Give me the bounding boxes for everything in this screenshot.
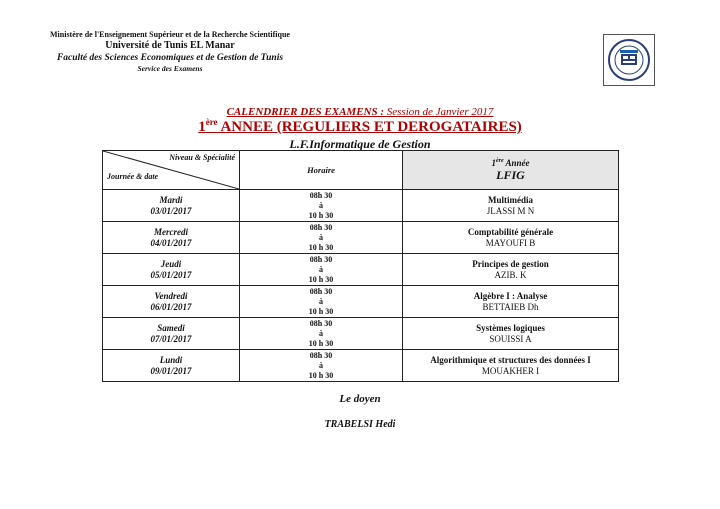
time-sep: à <box>319 264 323 274</box>
year-number: 1 <box>198 119 206 135</box>
dean-name: TRABELSI Hedi <box>324 419 396 430</box>
teacher-name: JLASSI M N <box>486 205 535 216</box>
table-row <box>103 222 619 254</box>
journee-label: Journée & date <box>107 172 159 181</box>
teacher-name: SOUISSI A <box>489 333 532 344</box>
institution-header <box>0 30 340 74</box>
table-row <box>103 254 619 286</box>
annee-label <box>403 158 618 168</box>
exam-date: 04/01/2017 <box>150 237 192 248</box>
fsegt-seal-logo <box>603 34 655 86</box>
time-sep: à <box>319 296 323 306</box>
exam-schedule-table <box>102 150 619 382</box>
exam-date: 05/01/2017 <box>150 269 192 280</box>
time-sep: à <box>319 360 323 370</box>
year-rest: ANNEE (REGULIERS ET DEROGATAIRES) <box>217 119 522 135</box>
time-end: 10 h 30 <box>308 370 334 380</box>
time-end: 10 h 30 <box>308 338 334 348</box>
ministry-name: Ministère de l'Enseignement Supérieur et de la Recherche Scientifique <box>50 30 290 39</box>
year-title <box>0 117 720 136</box>
time-sep: à <box>319 328 323 338</box>
horaire-header: Horaire <box>240 151 403 190</box>
exam-date: 09/01/2017 <box>150 365 192 376</box>
service-name: Service des Examens <box>137 64 203 73</box>
time-end: 10 h 30 <box>308 306 334 316</box>
program-title: L.F.Informatique de Gestion <box>289 137 431 151</box>
time-start: 08h 30 <box>309 222 333 232</box>
day-name: Jeudi <box>160 258 182 269</box>
time-end: 10 h 30 <box>308 210 334 220</box>
time-end: 10 h 30 <box>308 242 334 252</box>
subject-name: Algèbre I : Analyse <box>473 290 548 301</box>
table-row <box>103 318 619 350</box>
annee-rest: Année <box>503 157 530 168</box>
day-name: Vendredi <box>154 290 188 301</box>
faculty-name: Faculté des Sciences Economiques et de Gestion de Tunis <box>56 53 284 63</box>
session-label: Session de Janvier 2017 <box>386 106 494 118</box>
day-name: Samedi <box>157 322 185 333</box>
niveau-label: Niveau & Spécialité <box>169 153 235 162</box>
teacher-name: MOUAKHER I <box>481 365 540 376</box>
time-sep: à <box>319 200 323 210</box>
day-name: Lundi <box>159 354 183 365</box>
teacher-name: MAYOUFI B <box>485 237 536 248</box>
annee-header <box>403 151 619 190</box>
teacher-name: BETTAIEB Dh <box>482 301 539 312</box>
subject-name: Algorithmique et structures des données I <box>430 354 591 365</box>
university-name: Université de Tunis EL Manar <box>105 40 235 51</box>
time-start: 08h 30 <box>309 350 333 360</box>
subject-name: Comptabilité générale <box>467 226 554 237</box>
annee-number: 1 <box>491 157 496 168</box>
day-name: Mardi <box>159 194 183 205</box>
time-sep: à <box>319 232 323 242</box>
program-code: LFIG <box>496 167 525 182</box>
table-row <box>103 286 619 318</box>
year-sup: ère <box>205 117 218 127</box>
subject-name: Principes de gestion <box>472 258 549 269</box>
subject-name: Multimédia <box>488 194 533 205</box>
time-start: 08h 30 <box>309 318 333 328</box>
table-header-row <box>103 151 619 190</box>
table-row <box>103 350 619 382</box>
dean-title: Le doyen <box>339 393 381 405</box>
time-start: 08h 30 <box>309 254 333 264</box>
exam-date: 06/01/2017 <box>150 301 192 312</box>
header-diagonal-cell <box>103 151 240 190</box>
calendar-label: CALENDRIER DES EXAMENS : <box>226 106 385 118</box>
exam-date: 07/01/2017 <box>150 333 192 344</box>
exam-date: 03/01/2017 <box>150 205 192 216</box>
time-start: 08h 30 <box>309 286 333 296</box>
subject-name: Systèmes logiques <box>476 322 545 333</box>
teacher-name: AZIB. K <box>494 269 527 280</box>
annee-sup: ère <box>495 157 504 164</box>
table-row <box>103 190 619 222</box>
time-start: 08h 30 <box>309 190 333 200</box>
time-end: 10 h 30 <box>308 274 334 284</box>
day-name: Mercredi <box>154 226 188 237</box>
